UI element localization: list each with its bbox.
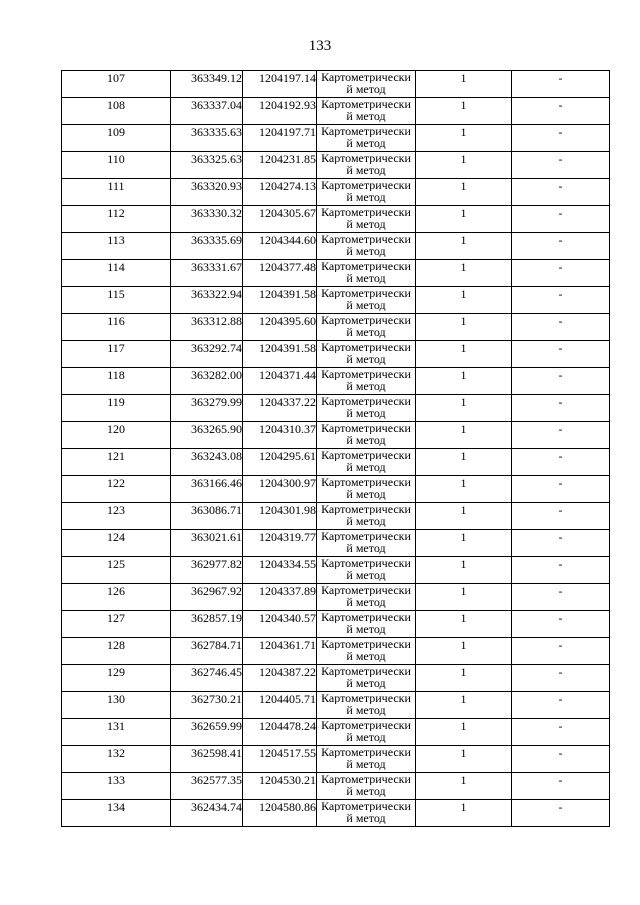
method-cell bbox=[317, 422, 416, 449]
method-line-1: Картометрически bbox=[321, 449, 411, 461]
method-line-1: Картометрически bbox=[321, 584, 411, 596]
accuracy-cell: 1 bbox=[416, 584, 512, 611]
point-number-cell: 126 bbox=[62, 584, 171, 611]
point-number-cell: 115 bbox=[62, 287, 171, 314]
method-line-2: й метод bbox=[346, 758, 386, 770]
note-cell: - bbox=[512, 98, 610, 125]
note-cell: - bbox=[512, 287, 610, 314]
y-coordinate-cell: 1204371.44 bbox=[243, 368, 317, 395]
note-cell: - bbox=[512, 638, 610, 665]
table-row bbox=[62, 206, 610, 233]
page-number: 133 bbox=[308, 38, 332, 54]
method-cell bbox=[317, 449, 416, 476]
x-coordinate-cell: 362857.19 bbox=[171, 611, 243, 638]
coordinates-table bbox=[61, 70, 610, 827]
note-cell: - bbox=[512, 206, 610, 233]
table-row bbox=[62, 125, 610, 152]
method-line-1: Картометрически bbox=[321, 233, 411, 245]
method-cell bbox=[317, 665, 416, 692]
y-coordinate-cell: 1204197.71 bbox=[243, 125, 317, 152]
point-number-cell: 120 bbox=[62, 422, 171, 449]
x-coordinate-cell: 362598.41 bbox=[171, 746, 243, 773]
x-coordinate-cell: 363320.93 bbox=[171, 179, 243, 206]
note-cell: - bbox=[512, 800, 610, 827]
method-line-2: й метод bbox=[346, 596, 386, 608]
y-coordinate-cell: 1204344.60 bbox=[243, 233, 317, 260]
method-cell bbox=[317, 233, 416, 260]
x-coordinate-cell: 363322.94 bbox=[171, 287, 243, 314]
x-coordinate-cell: 363279.99 bbox=[171, 395, 243, 422]
note-cell: - bbox=[512, 692, 610, 719]
method-cell bbox=[317, 692, 416, 719]
note-cell: - bbox=[512, 746, 610, 773]
method-line-1: Картометрически bbox=[321, 314, 411, 326]
method-line-2: й метод bbox=[346, 434, 386, 446]
y-coordinate-cell: 1204340.57 bbox=[243, 611, 317, 638]
accuracy-cell: 1 bbox=[416, 152, 512, 179]
method-line-1: Картометрически bbox=[321, 611, 411, 623]
point-number-cell: 121 bbox=[62, 449, 171, 476]
method-line-2: й метод bbox=[346, 785, 386, 797]
y-coordinate-cell: 1204197.14 bbox=[243, 71, 317, 98]
x-coordinate-cell: 362434.74 bbox=[171, 800, 243, 827]
table-row bbox=[62, 152, 610, 179]
method-cell bbox=[317, 125, 416, 152]
note-cell: - bbox=[512, 179, 610, 206]
method-line-1: Картометрически bbox=[321, 476, 411, 488]
accuracy-cell: 1 bbox=[416, 368, 512, 395]
accuracy-cell: 1 bbox=[416, 395, 512, 422]
accuracy-cell: 1 bbox=[416, 665, 512, 692]
method-line-2: й метод bbox=[346, 299, 386, 311]
method-line-1: Картометрически bbox=[321, 287, 411, 299]
table-row bbox=[62, 800, 610, 827]
y-coordinate-cell: 1204517.55 bbox=[243, 746, 317, 773]
note-cell: - bbox=[512, 557, 610, 584]
point-number-cell: 132 bbox=[62, 746, 171, 773]
method-line-1: Картометрически bbox=[321, 692, 411, 704]
y-coordinate-cell: 1204192.93 bbox=[243, 98, 317, 125]
y-coordinate-cell: 1204580.86 bbox=[243, 800, 317, 827]
x-coordinate-cell: 362977.82 bbox=[171, 557, 243, 584]
x-coordinate-cell: 362730.21 bbox=[171, 692, 243, 719]
method-cell bbox=[317, 98, 416, 125]
y-coordinate-cell: 1204405.71 bbox=[243, 692, 317, 719]
method-cell bbox=[317, 746, 416, 773]
method-cell bbox=[317, 368, 416, 395]
table-row bbox=[62, 719, 610, 746]
method-line-1: Картометрически bbox=[321, 665, 411, 677]
method-cell bbox=[317, 476, 416, 503]
note-cell: - bbox=[512, 71, 610, 98]
x-coordinate-cell: 362659.99 bbox=[171, 719, 243, 746]
table-row bbox=[62, 530, 610, 557]
point-number-cell: 122 bbox=[62, 476, 171, 503]
accuracy-cell: 1 bbox=[416, 638, 512, 665]
table-row bbox=[62, 314, 610, 341]
method-line-2: й метод bbox=[346, 542, 386, 554]
method-line-1: Картометрически bbox=[321, 395, 411, 407]
method-cell bbox=[317, 638, 416, 665]
method-line-1: Картометрически bbox=[321, 179, 411, 191]
table-row bbox=[62, 260, 610, 287]
method-line-2: й метод bbox=[346, 164, 386, 176]
table-row bbox=[62, 395, 610, 422]
x-coordinate-cell: 363330.32 bbox=[171, 206, 243, 233]
table-row bbox=[62, 422, 610, 449]
table-row bbox=[62, 611, 610, 638]
accuracy-cell: 1 bbox=[416, 422, 512, 449]
point-number-cell: 114 bbox=[62, 260, 171, 287]
accuracy-cell: 1 bbox=[416, 233, 512, 260]
y-coordinate-cell: 1204377.48 bbox=[243, 260, 317, 287]
x-coordinate-cell: 362784.71 bbox=[171, 638, 243, 665]
x-coordinate-cell: 363335.69 bbox=[171, 233, 243, 260]
table-row bbox=[62, 746, 610, 773]
accuracy-cell: 1 bbox=[416, 557, 512, 584]
point-number-cell: 128 bbox=[62, 638, 171, 665]
x-coordinate-cell: 363265.90 bbox=[171, 422, 243, 449]
x-coordinate-cell: 363349.12 bbox=[171, 71, 243, 98]
method-line-1: Картометрически bbox=[321, 746, 411, 758]
accuracy-cell: 1 bbox=[416, 476, 512, 503]
point-number-cell: 116 bbox=[62, 314, 171, 341]
method-cell bbox=[317, 557, 416, 584]
note-cell: - bbox=[512, 368, 610, 395]
note-cell: - bbox=[512, 584, 610, 611]
note-cell: - bbox=[512, 449, 610, 476]
x-coordinate-cell: 363166.46 bbox=[171, 476, 243, 503]
accuracy-cell: 1 bbox=[416, 800, 512, 827]
y-coordinate-cell: 1204334.55 bbox=[243, 557, 317, 584]
method-line-2: й метод bbox=[346, 704, 386, 716]
table-row bbox=[62, 449, 610, 476]
accuracy-cell: 1 bbox=[416, 746, 512, 773]
note-cell: - bbox=[512, 314, 610, 341]
x-coordinate-cell: 363335.63 bbox=[171, 125, 243, 152]
point-number-cell: 110 bbox=[62, 152, 171, 179]
note-cell: - bbox=[512, 665, 610, 692]
x-coordinate-cell: 362746.45 bbox=[171, 665, 243, 692]
method-line-1: Картометрически bbox=[321, 638, 411, 650]
accuracy-cell: 1 bbox=[416, 179, 512, 206]
point-number-cell: 129 bbox=[62, 665, 171, 692]
table-row bbox=[62, 692, 610, 719]
table-row bbox=[62, 665, 610, 692]
method-cell bbox=[317, 71, 416, 98]
x-coordinate-cell: 363021.61 bbox=[171, 530, 243, 557]
point-number-cell: 131 bbox=[62, 719, 171, 746]
point-number-cell: 133 bbox=[62, 773, 171, 800]
point-number-cell: 117 bbox=[62, 341, 171, 368]
method-line-2: й метод bbox=[346, 461, 386, 473]
y-coordinate-cell: 1204305.67 bbox=[243, 206, 317, 233]
y-coordinate-cell: 1204231.85 bbox=[243, 152, 317, 179]
y-coordinate-cell: 1204530.21 bbox=[243, 773, 317, 800]
table-row bbox=[62, 98, 610, 125]
method-line-1: Картометрически bbox=[321, 71, 411, 83]
note-cell: - bbox=[512, 125, 610, 152]
note-cell: - bbox=[512, 233, 610, 260]
method-line-2: й метод bbox=[346, 731, 386, 743]
note-cell: - bbox=[512, 476, 610, 503]
note-cell: - bbox=[512, 260, 610, 287]
y-coordinate-cell: 1204310.37 bbox=[243, 422, 317, 449]
method-line-2: й метод bbox=[346, 110, 386, 122]
method-cell bbox=[317, 314, 416, 341]
table-row bbox=[62, 584, 610, 611]
method-line-2: й метод bbox=[346, 380, 386, 392]
accuracy-cell: 1 bbox=[416, 530, 512, 557]
y-coordinate-cell: 1204395.60 bbox=[243, 314, 317, 341]
method-line-1: Картометрически bbox=[321, 125, 411, 137]
method-cell bbox=[317, 800, 416, 827]
y-coordinate-cell: 1204391.58 bbox=[243, 287, 317, 314]
accuracy-cell: 1 bbox=[416, 341, 512, 368]
method-line-1: Картометрически bbox=[321, 719, 411, 731]
accuracy-cell: 1 bbox=[416, 719, 512, 746]
note-cell: - bbox=[512, 152, 610, 179]
note-cell: - bbox=[512, 422, 610, 449]
accuracy-cell: 1 bbox=[416, 98, 512, 125]
point-number-cell: 134 bbox=[62, 800, 171, 827]
point-number-cell: 119 bbox=[62, 395, 171, 422]
y-coordinate-cell: 1204274.13 bbox=[243, 179, 317, 206]
method-line-1: Картометрически bbox=[321, 422, 411, 434]
x-coordinate-cell: 363243.08 bbox=[171, 449, 243, 476]
x-coordinate-cell: 363086.71 bbox=[171, 503, 243, 530]
note-cell: - bbox=[512, 719, 610, 746]
x-coordinate-cell: 363337.04 bbox=[171, 98, 243, 125]
x-coordinate-cell: 362967.92 bbox=[171, 584, 243, 611]
method-cell bbox=[317, 773, 416, 800]
point-number-cell: 112 bbox=[62, 206, 171, 233]
table-row bbox=[62, 557, 610, 584]
point-number-cell: 118 bbox=[62, 368, 171, 395]
accuracy-cell: 1 bbox=[416, 692, 512, 719]
method-cell bbox=[317, 611, 416, 638]
y-coordinate-cell: 1204295.61 bbox=[243, 449, 317, 476]
method-line-2: й метод bbox=[346, 218, 386, 230]
x-coordinate-cell: 363312.88 bbox=[171, 314, 243, 341]
y-coordinate-cell: 1204391.58 bbox=[243, 341, 317, 368]
note-cell: - bbox=[512, 773, 610, 800]
accuracy-cell: 1 bbox=[416, 773, 512, 800]
method-cell bbox=[317, 206, 416, 233]
table-row bbox=[62, 773, 610, 800]
point-number-cell: 111 bbox=[62, 179, 171, 206]
accuracy-cell: 1 bbox=[416, 611, 512, 638]
point-number-cell: 127 bbox=[62, 611, 171, 638]
method-line-2: й метод bbox=[346, 569, 386, 581]
accuracy-cell: 1 bbox=[416, 206, 512, 233]
accuracy-cell: 1 bbox=[416, 314, 512, 341]
method-cell bbox=[317, 341, 416, 368]
method-line-2: й метод bbox=[346, 488, 386, 500]
y-coordinate-cell: 1204337.89 bbox=[243, 584, 317, 611]
method-line-1: Картометрически bbox=[321, 98, 411, 110]
table-row bbox=[62, 233, 610, 260]
method-line-1: Картометрически bbox=[321, 530, 411, 542]
point-number-cell: 124 bbox=[62, 530, 171, 557]
method-line-1: Картометрически bbox=[321, 503, 411, 515]
note-cell: - bbox=[512, 611, 610, 638]
method-line-1: Картометрически bbox=[321, 341, 411, 353]
table-row bbox=[62, 368, 610, 395]
method-line-1: Картометрически bbox=[321, 260, 411, 272]
note-cell: - bbox=[512, 530, 610, 557]
point-number-cell: 123 bbox=[62, 503, 171, 530]
x-coordinate-cell: 363282.00 bbox=[171, 368, 243, 395]
method-cell bbox=[317, 260, 416, 287]
table-row bbox=[62, 287, 610, 314]
method-line-2: й метод bbox=[346, 677, 386, 689]
method-line-2: й метод bbox=[346, 515, 386, 527]
method-line-2: й метод bbox=[346, 245, 386, 257]
point-number-cell: 107 bbox=[62, 71, 171, 98]
method-line-2: й метод bbox=[346, 650, 386, 662]
y-coordinate-cell: 1204337.22 bbox=[243, 395, 317, 422]
method-cell bbox=[317, 503, 416, 530]
method-cell bbox=[317, 584, 416, 611]
method-line-1: Картометрически bbox=[321, 773, 411, 785]
note-cell: - bbox=[512, 341, 610, 368]
x-coordinate-cell: 363325.63 bbox=[171, 152, 243, 179]
method-cell bbox=[317, 530, 416, 557]
accuracy-cell: 1 bbox=[416, 125, 512, 152]
note-cell: - bbox=[512, 395, 610, 422]
method-line-2: й метод bbox=[346, 623, 386, 635]
y-coordinate-cell: 1204301.98 bbox=[243, 503, 317, 530]
method-line-2: й метод bbox=[346, 137, 386, 149]
point-number-cell: 113 bbox=[62, 233, 171, 260]
method-cell bbox=[317, 719, 416, 746]
note-cell: - bbox=[512, 503, 610, 530]
table-row bbox=[62, 503, 610, 530]
method-cell bbox=[317, 152, 416, 179]
coordinates-table-body bbox=[62, 71, 610, 827]
accuracy-cell: 1 bbox=[416, 71, 512, 98]
method-line-1: Картометрически bbox=[321, 557, 411, 569]
y-coordinate-cell: 1204300.97 bbox=[243, 476, 317, 503]
method-line-2: й метод bbox=[346, 191, 386, 203]
table-row bbox=[62, 71, 610, 98]
method-line-2: й метод bbox=[346, 407, 386, 419]
point-number-cell: 125 bbox=[62, 557, 171, 584]
y-coordinate-cell: 1204478.24 bbox=[243, 719, 317, 746]
method-line-2: й метод bbox=[346, 812, 386, 824]
table-row bbox=[62, 638, 610, 665]
y-coordinate-cell: 1204319.77 bbox=[243, 530, 317, 557]
method-cell bbox=[317, 179, 416, 206]
x-coordinate-cell: 363292.74 bbox=[171, 341, 243, 368]
accuracy-cell: 1 bbox=[416, 503, 512, 530]
method-line-2: й метод bbox=[346, 83, 386, 95]
table-row bbox=[62, 179, 610, 206]
method-line-1: Картометрически bbox=[321, 152, 411, 164]
method-cell bbox=[317, 287, 416, 314]
method-line-2: й метод bbox=[346, 272, 386, 284]
point-number-cell: 109 bbox=[62, 125, 171, 152]
point-number-cell: 130 bbox=[62, 692, 171, 719]
y-coordinate-cell: 1204387.22 bbox=[243, 665, 317, 692]
method-line-2: й метод bbox=[346, 353, 386, 365]
point-number-cell: 108 bbox=[62, 98, 171, 125]
table-row bbox=[62, 476, 610, 503]
accuracy-cell: 1 bbox=[416, 260, 512, 287]
table-row bbox=[62, 341, 610, 368]
method-line-1: Картометрически bbox=[321, 368, 411, 380]
accuracy-cell: 1 bbox=[416, 449, 512, 476]
x-coordinate-cell: 363331.67 bbox=[171, 260, 243, 287]
method-line-1: Картометрически bbox=[321, 800, 411, 812]
method-line-1: Картометрически bbox=[321, 206, 411, 218]
method-line-2: й метод bbox=[346, 326, 386, 338]
x-coordinate-cell: 362577.35 bbox=[171, 773, 243, 800]
y-coordinate-cell: 1204361.71 bbox=[243, 638, 317, 665]
method-cell bbox=[317, 395, 416, 422]
accuracy-cell: 1 bbox=[416, 287, 512, 314]
